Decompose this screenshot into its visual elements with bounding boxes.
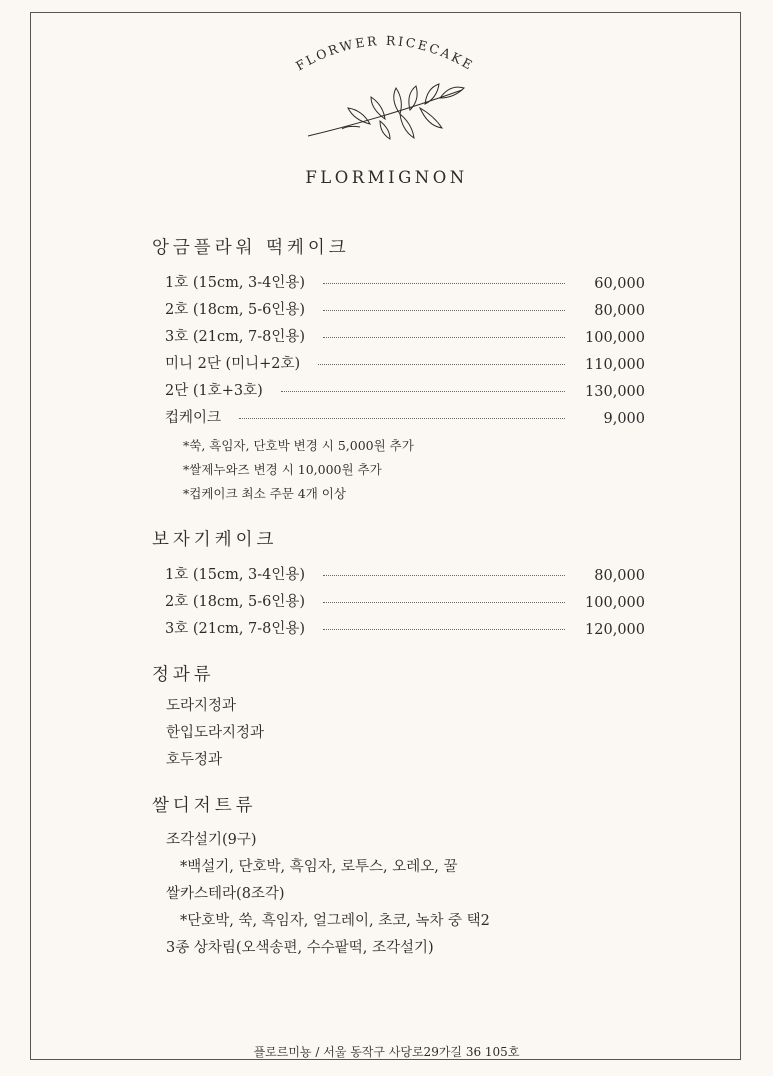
note: *쑥, 흑임자, 단호박 변경 시 5,000원 추가 <box>183 438 414 453</box>
item-name: 3호 (21cm, 7-8인용) <box>165 329 306 345</box>
item-price: 110,000 <box>585 357 645 373</box>
item-name: 미니 2단 (미니+2호) <box>165 356 301 372</box>
item-price: 9,000 <box>603 411 645 427</box>
item-name: 3호 (21cm, 7-8인용) <box>165 621 306 637</box>
item-name: 컵케이크 <box>165 410 222 426</box>
menu-row <box>165 405 645 427</box>
dot-leader <box>323 309 565 311</box>
dot-leader <box>323 574 565 576</box>
list-item: 조각설기(9구) <box>166 832 257 848</box>
list-item: 한입도라지정과 <box>166 725 265 741</box>
leaf-sprig-icon <box>300 80 470 145</box>
dot-leader <box>323 628 565 630</box>
section-title-angeum: 앙금플라워 떡케이크 <box>152 238 350 258</box>
svg-text:FLORWER RICECAKE <box>293 33 477 74</box>
item-price: 80,000 <box>594 303 645 319</box>
dot-leader <box>323 601 565 603</box>
item-price: 120,000 <box>585 622 645 638</box>
item-name: 1호 (15cm, 3-4인용) <box>165 275 306 291</box>
item-name: 2호 (18cm, 5-6인용) <box>165 594 306 610</box>
menu-row <box>165 351 645 373</box>
menu-row <box>165 270 645 292</box>
item-price: 100,000 <box>585 595 645 611</box>
list-item: 3종 상차림(오색송편, 수수팥떡, 조각설기) <box>166 940 434 956</box>
menu-row <box>165 324 645 346</box>
dot-leader <box>239 417 565 419</box>
item-name: 2단 (1호+3호) <box>165 383 263 399</box>
note: *쌀제누와즈 변경 시 10,000원 추가 <box>183 462 382 477</box>
dot-leader <box>281 390 565 392</box>
list-item: 도라지정과 <box>166 698 237 714</box>
list-item: 호두정과 <box>166 752 223 768</box>
note: *컵케이크 최소 주문 4개 이상 <box>183 486 346 501</box>
dot-leader <box>323 282 565 284</box>
menu-row <box>165 562 645 584</box>
item-note: *단호박, 쑥, 흑임자, 얼그레이, 초코, 녹차 중 택2 <box>180 913 490 929</box>
section-title-dessert: 쌀디저트류 <box>152 796 257 816</box>
item-price: 100,000 <box>585 330 645 346</box>
menu-row <box>165 616 645 638</box>
menu-row <box>165 589 645 611</box>
item-name: 1호 (15cm, 3-4인용) <box>165 567 306 583</box>
footer-address: 플로르미뇽 / 서울 동작구 사당로29가길 36 105호 <box>253 1045 520 1059</box>
item-note: *백설기, 단호박, 흑임자, 로투스, 오레오, 꿀 <box>180 859 458 875</box>
menu-row <box>165 297 645 319</box>
section-title-bojagi: 보자기케이크 <box>152 530 278 550</box>
item-price: 80,000 <box>594 568 645 584</box>
arc-title-text: FLORWER RICECAKE <box>293 32 477 74</box>
dot-leader <box>323 336 565 338</box>
item-price: 60,000 <box>594 276 645 292</box>
dot-leader <box>318 363 565 365</box>
brand-name: FLORMIGNON <box>305 168 468 187</box>
item-name: 2호 (18cm, 5-6인용) <box>165 302 306 318</box>
menu-row <box>165 378 645 400</box>
section-title-jeonggwa: 정과류 <box>152 665 215 685</box>
item-price: 130,000 <box>585 384 645 400</box>
list-item: 쌀카스테라(8조각) <box>166 886 285 902</box>
